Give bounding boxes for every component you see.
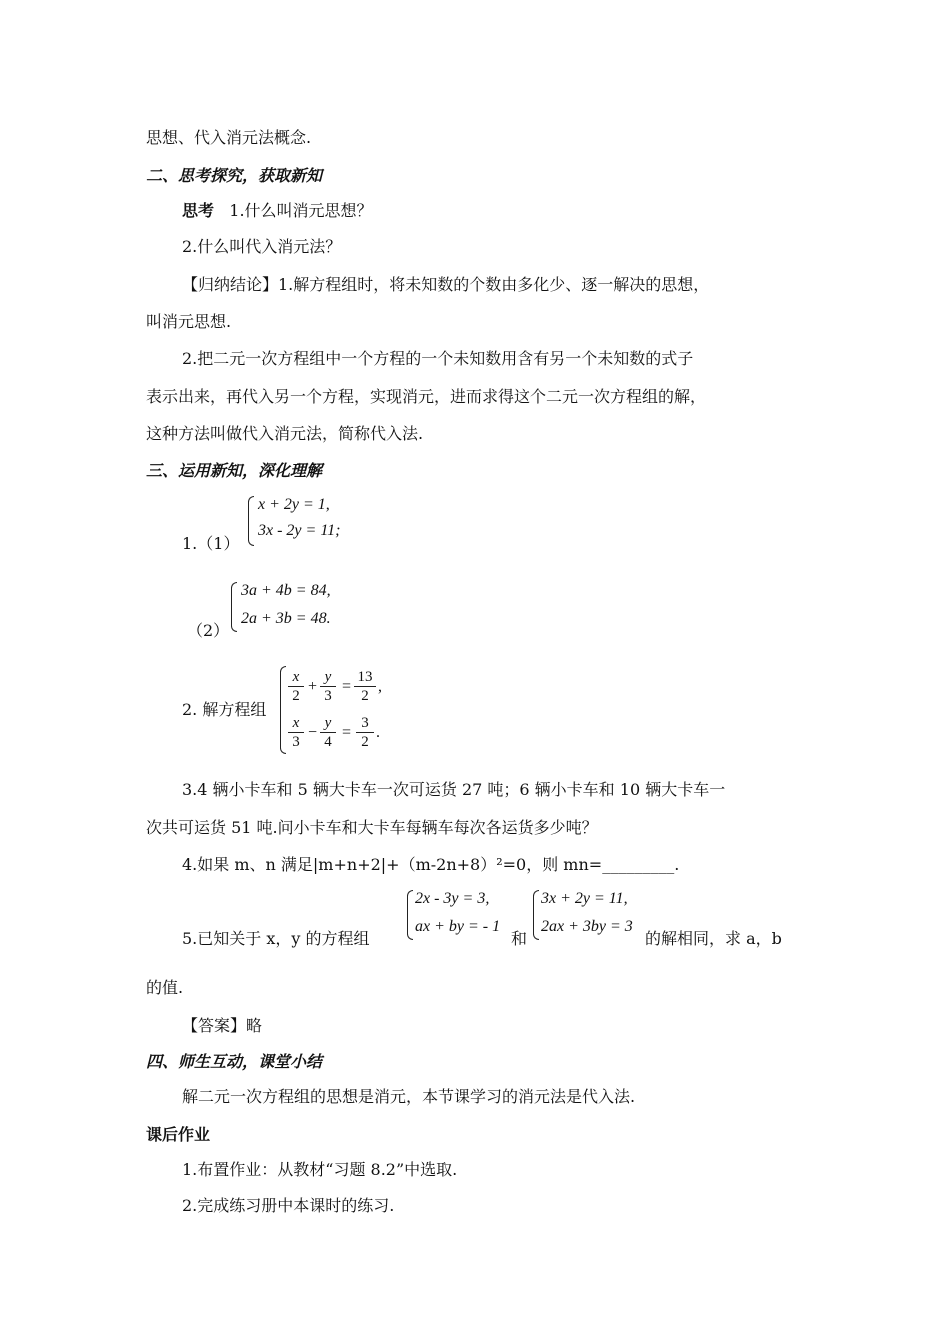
homework-heading: 课后作业 bbox=[146, 1125, 211, 1144]
text-line: 解二元一次方程组的思想是消元，本节课学习的消元法是代入法. bbox=[182, 1087, 636, 1106]
text-line: 2.什么叫代入消元法？ bbox=[182, 237, 342, 256]
problem-text: 和 bbox=[511, 929, 528, 948]
equation-system bbox=[248, 494, 368, 548]
text-line: 叫消元思想. bbox=[146, 312, 232, 331]
think-line bbox=[182, 201, 373, 221]
think-label: 思考 bbox=[182, 201, 215, 220]
text-line: 4.如果 m、n 满足|m+n+2|+（m-2n+8）²=0，则 mn=_________. bbox=[182, 855, 680, 874]
problem-label: 2. 解方程组 bbox=[182, 700, 267, 719]
text-line: 1.布置作业：从教材“习题 8.2”中选取. bbox=[182, 1160, 458, 1179]
brace bbox=[248, 496, 254, 546]
fraction: $\frac{13}{2}$ bbox=[354, 668, 376, 705]
punctuation: , bbox=[378, 678, 382, 695]
problem-text: 的解相同，求 a，b bbox=[645, 929, 782, 948]
text-line: 次共可运货 51 吨.问小卡车和大卡车每辆车每次各运货多少吨？ bbox=[146, 818, 598, 837]
fraction: $\frac{y}{4}$ bbox=[320, 714, 336, 751]
fraction: $\frac{3}{2}$ bbox=[356, 714, 374, 751]
text-line: 2.把二元一次方程组中一个方程的一个未知数用含有另一个未知数的式子 bbox=[182, 349, 694, 368]
answer-line: 【答案】略 bbox=[182, 1016, 263, 1035]
brace bbox=[407, 890, 413, 940]
equation-system bbox=[407, 888, 512, 942]
equation: 3x + 2y = 11, bbox=[541, 890, 628, 907]
think-question: 1.什么叫消元思想？ bbox=[229, 201, 373, 220]
equation-system bbox=[533, 888, 645, 942]
punctuation: . bbox=[376, 724, 380, 741]
operator: + bbox=[308, 678, 318, 695]
fraction: $\frac{y}{3}$ bbox=[320, 668, 336, 705]
equation: 2a + 3b = 48. bbox=[241, 610, 331, 627]
brace bbox=[231, 582, 237, 632]
equation: 3a + 4b = 84, bbox=[241, 582, 331, 599]
problem-label: 1.（1） bbox=[182, 534, 240, 553]
text-line: 表示出来，再代入另一个方程，实现消元，进而求得这个二元一次方程组的解， bbox=[146, 387, 707, 406]
section-heading: 三、运用新知，深化理解 bbox=[146, 461, 323, 480]
section-heading: 四、师生互动，课堂小结 bbox=[146, 1052, 323, 1071]
equation: 2x - 3y = 3, bbox=[415, 890, 490, 907]
text-line: 2.完成练习册中本课时的练习. bbox=[182, 1196, 395, 1215]
text-line: 这种方法叫做代入消元法，简称代入法. bbox=[146, 424, 424, 443]
operator: − bbox=[308, 724, 318, 741]
equation: x + 2y = 1, bbox=[258, 496, 330, 513]
fraction: $\frac{x}{2}$ bbox=[288, 668, 304, 705]
equation: ax + by = - 1 bbox=[415, 918, 501, 935]
text-line: 【归纳结论】1.解方程组时，将未知数的个数由多化少、逐一解决的思想， bbox=[182, 275, 710, 294]
text-line: 的值. bbox=[146, 978, 184, 997]
brace bbox=[280, 666, 286, 754]
operator: = bbox=[342, 678, 352, 695]
brace bbox=[533, 890, 539, 940]
equation-system bbox=[280, 664, 400, 756]
equation: 2ax + 3by = 3 bbox=[541, 918, 633, 935]
text-line: 3.4 辆小卡车和 5 辆大卡车一次可运货 27 吨；6 辆小卡车和 10 辆大卡车一 bbox=[182, 780, 726, 799]
section-heading: 二、思考探究，获取新知 bbox=[146, 166, 323, 185]
problem-text: 5.已知关于 x，y 的方程组 bbox=[182, 929, 370, 948]
fraction: $\frac{x}{3}$ bbox=[288, 714, 304, 751]
operator: = bbox=[342, 724, 352, 741]
equation: 3x - 2y = 11; bbox=[258, 522, 341, 539]
problem-label: （2） bbox=[187, 621, 230, 640]
text-line: 思想、代入消元法概念. bbox=[146, 128, 312, 147]
equation-system bbox=[231, 580, 351, 634]
